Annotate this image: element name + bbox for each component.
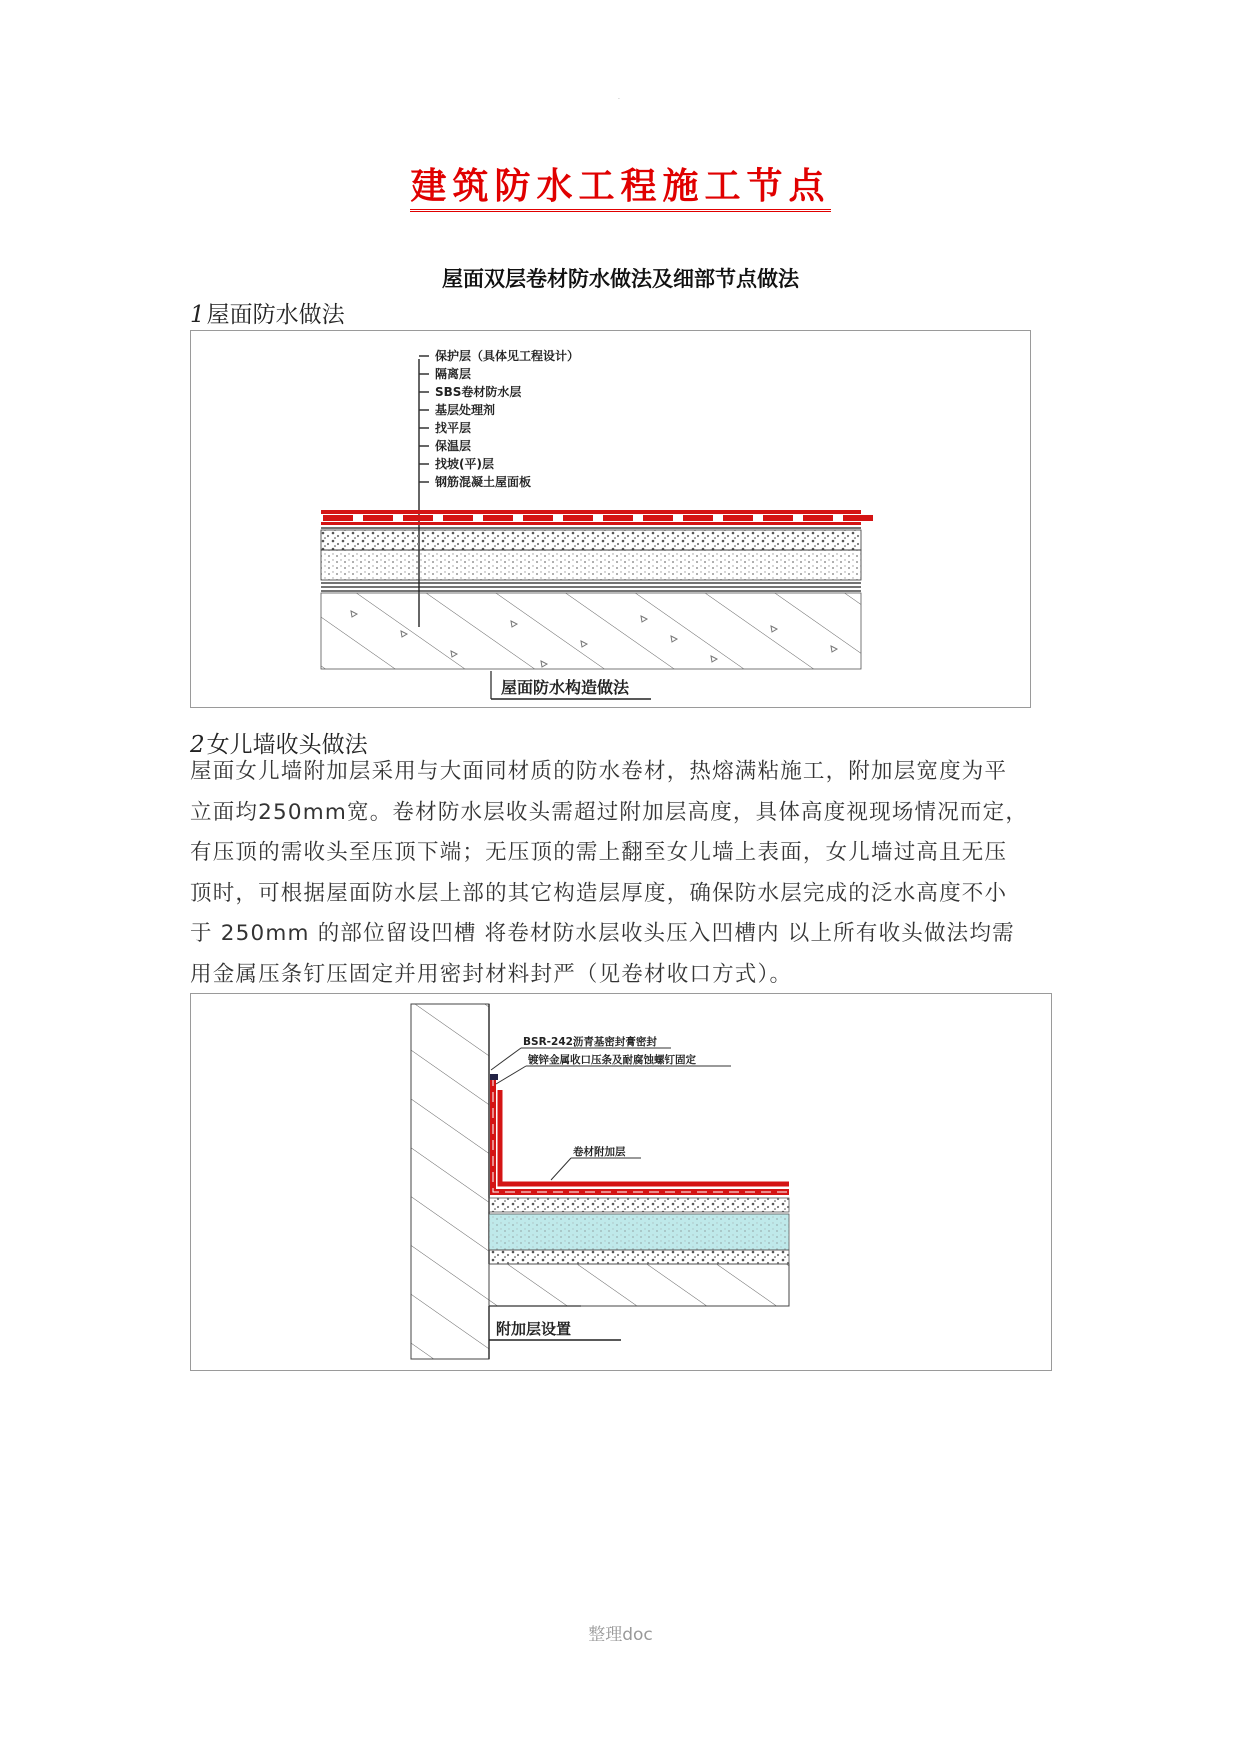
layer-label: 保温层 — [435, 439, 472, 453]
figure-roof-waterproofing — [190, 330, 1031, 708]
parapet-description — [190, 752, 1090, 995]
layer-label: 保护层（具体见工程设计） — [435, 349, 580, 363]
paragraph-line: 用金属压条钉压固定并用密封材料封严（见卷材收口方式）。 — [190, 961, 793, 987]
section-subtitle: 屋面双层卷材防水做法及细部节点做法 — [442, 267, 799, 291]
section-1-number: 1 — [190, 302, 205, 328]
layer-label: 找平层 — [435, 421, 472, 435]
section-2-number: 2 — [190, 732, 205, 758]
paragraph-line: 有压顶的需收头至压顶下端；无压顶的需上翻至女儿墙上表面，女儿墙过高且无压 — [190, 840, 1008, 865]
document-title-text: 建筑防水工程施工节点 — [410, 165, 830, 212]
layer-label: 找坡(平)层 — [435, 457, 494, 471]
parapet-section-drawing — [191, 994, 1051, 1370]
paragraph-line: 顶时，可根据屋面防水层上部的其它构造层厚度，确保防水层完成的泛水高度不小 — [190, 880, 1008, 906]
figure-parapet-detail — [190, 993, 1052, 1371]
page-footer: 整理doc — [588, 1625, 653, 1645]
label-metal-strip: 镀锌金属收口压条及耐腐蚀螺钉固定 — [528, 1054, 696, 1066]
section-2-title: 女儿墙收头做法 — [206, 732, 368, 758]
paragraph-line: 立面均250mm宽。卷材防水层收头需超过附加层高度，具体高度视现场情况而定， — [190, 799, 1029, 825]
label-sealant: BSR-242沥青基密封膏密封 — [523, 1036, 657, 1048]
paragraph-line: 于 250mm 的部位留设凹槽 将卷材防水层收头压入凹槽内 以上所有收头做法均需 — [190, 921, 1015, 946]
paragraph-line: 屋面女儿墙附加层采用与大面同材质的防水卷材，热熔满粘施工，附加层宽度为平 — [190, 759, 1008, 784]
document-title — [0, 158, 1241, 209]
section-1-heading — [190, 296, 345, 329]
roof-section-drawing — [191, 331, 1030, 707]
figure-2-caption: 附加层设置 — [496, 1320, 572, 1338]
label-additional-layer: 卷材附加层 — [573, 1146, 626, 1158]
layer-label: SBS卷材防水层 — [435, 385, 522, 399]
header-mark: · — [618, 96, 620, 103]
figure-1-caption: 屋面防水构造做法 — [501, 678, 630, 697]
layer-label: 隔离层 — [435, 367, 472, 381]
layer-label: 钢筋混凝土屋面板 — [435, 475, 532, 489]
layer-label: 基层处理剂 — [435, 403, 496, 417]
section-1-title: 屋面防水做法 — [206, 302, 345, 328]
